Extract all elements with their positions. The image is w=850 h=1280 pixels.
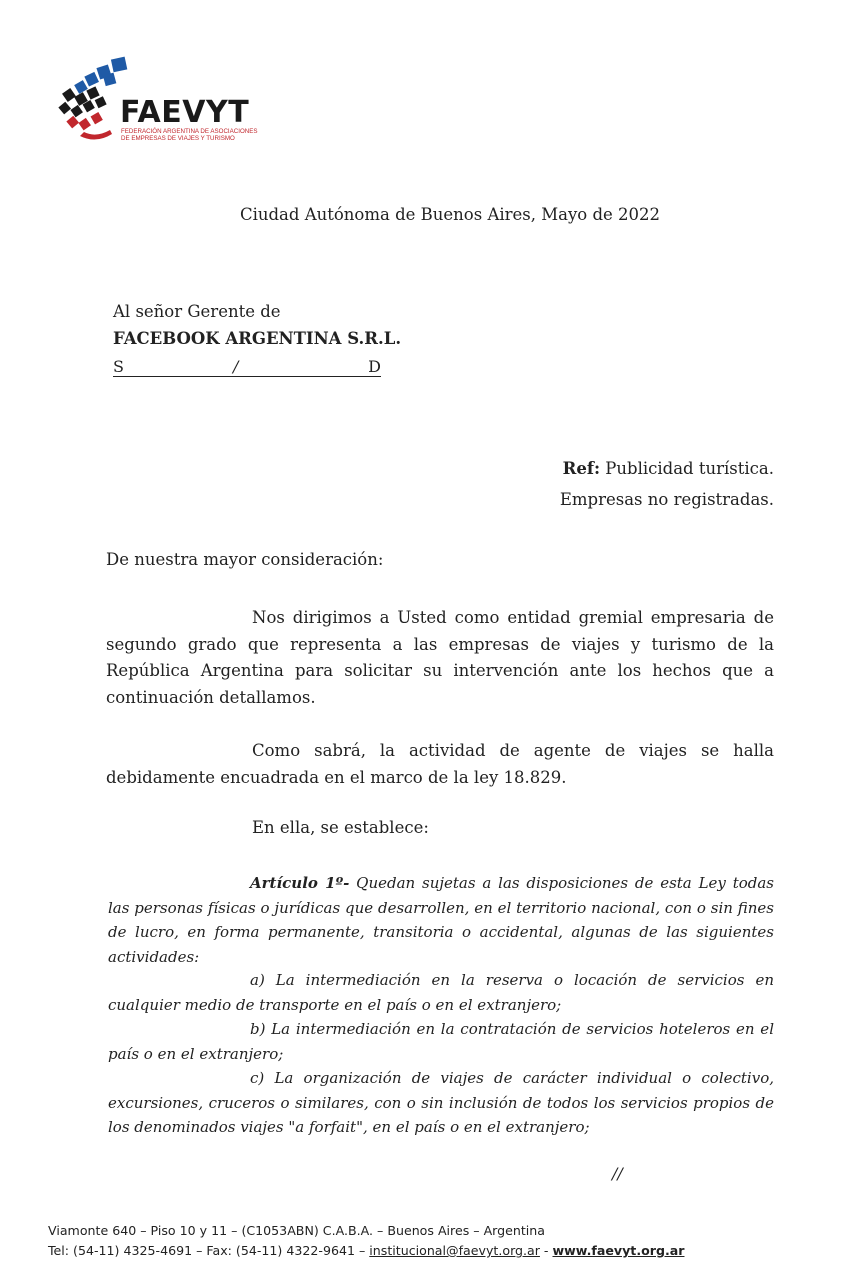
addressee-company: FACEBOOK ARGENTINA S.R.L. [113,329,402,348]
sd-line [113,357,381,375]
law-article-1 [108,871,774,969]
paragraph-1: Nos dirigimos a Usted como entidad gremial empresaria de segundo grado que representa a las empresas de viajes y turismo de la República Argentina para solicitar su intervención ante los hechos que a continuación detallamos. [106,608,774,707]
law-item-a: a) La intermediación en la reserva o locación de servicios en cualquier medio de transporte en el país o en el extranjero; [108,971,774,1014]
sd-slash: / [233,357,239,376]
continuation-mark: // [612,1164,623,1183]
logo-subtitle [121,128,271,142]
paragraph-2: Como sabrá, la actividad de agente de viajes se halla debidamente encuadrada en el marco de la ley 18.829. [106,741,774,787]
reference-line1 [563,459,774,478]
law-item-c: c) La organización de viajes de carácter individual o colectivo, excursiones, cruceros o similares, con o sin inclusión de todos los servicios propios de los denominados viajes "a forfait", en el país o en el extranjero; [108,1069,774,1136]
law-article-text: Quedan sujetas a las disposiciones de esta Ley todas las personas físicas o jurídicas que desarrollen, en el territorio nacional, con o sin fines de lucro, en forma permanente, transitoria o accidental, algunas de las siguientes actividades: [108,874,774,966]
law-item-b: b) La intermediación en la contratación de servicios hoteleros en el país o en el extranjero; [108,1020,774,1063]
sd-left: S [113,357,124,376]
footer-email-link[interactable]: institucional@faevyt.org.ar [369,1243,540,1258]
logo-subtitle-line2: DE EMPRESAS DE VIAJES Y TURISMO [121,135,235,142]
paragraph-3: En ella, se establece: [252,818,429,837]
footer-contact [48,1243,684,1258]
footer-phones: Tel: (54-11) 4325-4691 – Fax: (54-11) 4322-9641 – [48,1243,370,1258]
law-article-label: Artículo 1º- [250,874,350,892]
logo-subtitle-line1: FEDERACIÓN ARGENTINA DE ASOCIACIONES [121,128,258,135]
date-line: Ciudad Autónoma de Buenos Aires, Mayo de 2022 [239,205,661,224]
greeting: De nuestra mayor consideración: [106,550,384,569]
addressee-line1: Al señor Gerente de [113,302,281,321]
sd-right: D [368,357,381,376]
sd-underline [113,376,381,377]
logo-wordmark: FAEVYT [120,95,250,130]
reference-label: Ref: [562,459,601,478]
reference-text1: Publicidad turística. [605,459,774,478]
footer-address: Viamonte 640 – Piso 10 y 11 – (C1053ABN) C.A.B.A. – Buenos Aires – Argentina [48,1223,546,1238]
footer-website-link[interactable]: www.faevyt.org.ar [552,1243,685,1258]
reference-line2: Empresas no registradas. [559,490,774,509]
footer-separator: - [539,1243,553,1258]
